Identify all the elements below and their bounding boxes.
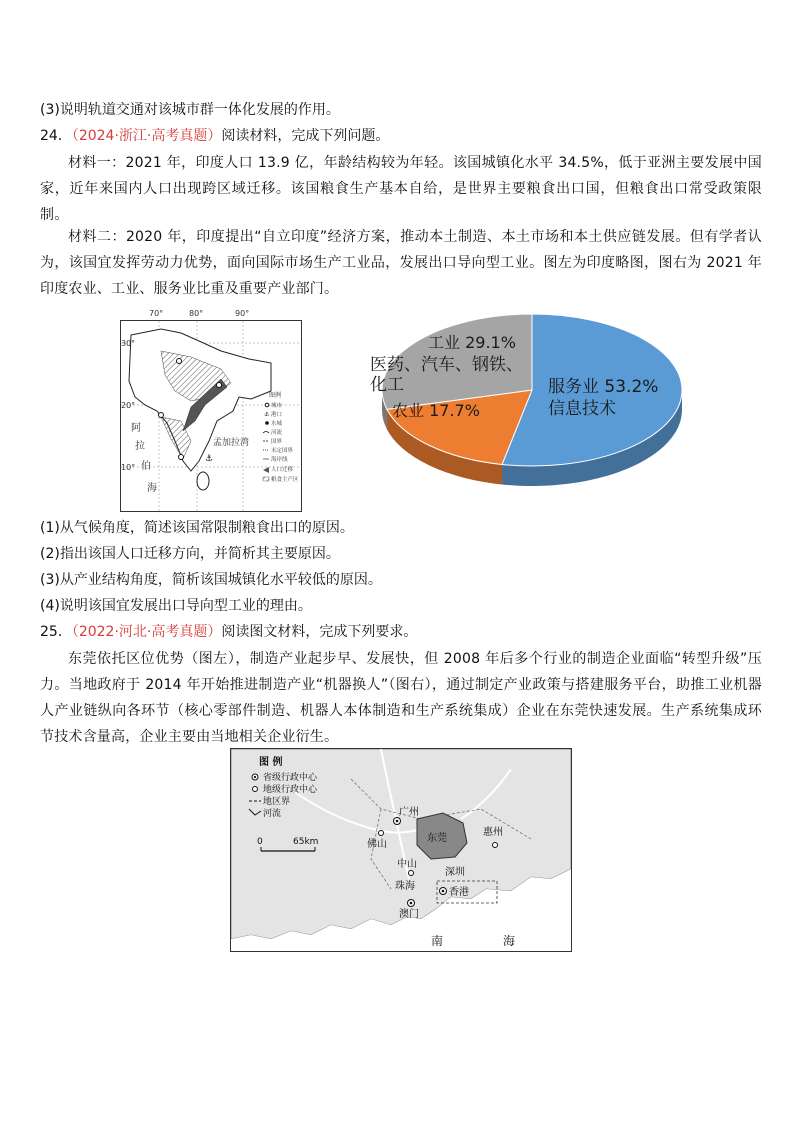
legend-undefined-border: 未定国界 [271, 448, 294, 454]
prd-legend-border: 地区界 [263, 797, 291, 807]
q24-question-2: (2)指出该国人口迁移方向，并简析其主要原因。 [40, 546, 340, 562]
q24-material-1: 材料一：2021 年，印度人口 13.9 亿，年龄结构较为年轻。该国城镇化水平 34.5%，低于亚洲主要发展中国家，近年来国内人口出现跨区域迁移。该国粮食生产基本自给，是世界主要粮食出口国，但粮食出口常受政策限制。 [40, 155, 762, 223]
q23-sub3: (3)说明轨道交通对该城市群一体化发展的作用。 [40, 102, 340, 118]
port-marker: ⚓ [205, 454, 214, 464]
scale-distance: 65km [293, 837, 319, 847]
prd-legend-title: 图 例 [259, 757, 283, 768]
legend-migration: 人口迁移 [271, 467, 294, 473]
q24-source: （2024·浙江·高考真题） [71, 128, 222, 144]
q25-source: （2022·河北·高考真题） [71, 624, 222, 640]
q24-header [40, 126, 389, 146]
label-sea-2: 海 [503, 934, 516, 948]
city-marker [177, 359, 182, 364]
sri-lanka [197, 472, 209, 490]
city-marker [159, 413, 164, 418]
legend-water: 水城 [271, 421, 283, 427]
macau-marker [410, 902, 413, 905]
india-map [120, 309, 302, 512]
pie-label-industry-detail-2: 化工 [370, 375, 404, 395]
q25-passage: 东莞依托区位优势（图左），制造产业起步早、发展快，但 2008 年后多个行业的制造企业面临“转型升级”压力。当地政府于 2014 年开始推进制造产业“机器换人”（图右），通过制定产业政策与搭建服务平台，助推工业机器人产业链纵向各环节（核心零部件制造、机器人本体制造和生产系统集成）企业在东莞快速发展。生产系统集成环节技术含量高，企业主要由当地相关企业衍生。 [40, 651, 762, 745]
sea-arabian-3: 伯 [141, 461, 151, 472]
label-guangzhou: 广州 [399, 807, 419, 818]
sea-arabian-1: 阿 [131, 423, 141, 434]
legend-river: 河流 [271, 430, 283, 436]
lon-label-70: 70° [149, 309, 164, 318]
india-map-svg [121, 321, 301, 511]
pie-label-industry-detail-1: 医药、汽车、钢铁、 [370, 355, 523, 375]
foshan-marker [379, 831, 384, 836]
q24-number: 24． [40, 128, 72, 144]
pie-label-industry: 工业 29.1% [428, 333, 516, 352]
label-sea-1: 南 [431, 934, 444, 948]
label-zhuhai: 珠海 [395, 881, 415, 892]
lat-label-30: 30° [121, 339, 136, 348]
prd-legend-prefecture: 地级行政中心 [263, 785, 318, 795]
prd-legend-provincial: 省级行政中心 [263, 773, 318, 783]
prd-map-svg [231, 749, 571, 951]
sea-arabian-4: 海 [147, 483, 157, 494]
scale-zero: 0 [257, 837, 263, 847]
lat-label-20: 20° [121, 401, 136, 410]
q25-header [40, 622, 417, 642]
lon-label-90: 90° [235, 309, 250, 318]
sea-bengal: 孟加拉湾 [213, 438, 250, 448]
legend-coast: 海岸线 [271, 457, 288, 463]
svg-text:⚓: ⚓ [264, 411, 270, 418]
sea-arabian-2: 拉 [135, 441, 145, 452]
label-macau: 澳门 [399, 909, 419, 920]
prd-map [230, 748, 572, 952]
city-marker [217, 383, 222, 388]
pie-label-service-detail: 信息技术 [548, 399, 616, 419]
lat-label-10: 10° [121, 463, 136, 472]
zhongshan-marker [409, 871, 414, 876]
legend-city: 城市 [271, 403, 283, 409]
industry-pie-chart [362, 306, 702, 496]
label-dongguan: 东莞 [427, 833, 447, 844]
label-shenzhen: 深圳 [445, 867, 465, 878]
label-hongkong: 香港 [449, 887, 469, 898]
legend-border: 国界 [271, 439, 283, 445]
label-huizhou: 惠州 [483, 827, 503, 838]
hongkong-marker [442, 890, 445, 893]
pie-label-agri: 农业 17.7% [392, 401, 480, 420]
pie-label-service: 服务业 53.2% [548, 377, 659, 397]
label-zhongshan: 中山 [397, 859, 417, 870]
label-foshan: 佛山 [367, 839, 387, 850]
legend-title: 图例 [269, 392, 282, 399]
q25-number: 25． [40, 624, 72, 640]
q24-question-3: (3)从产业结构角度，简析该国城镇化水平较低的原因。 [40, 572, 382, 588]
legend-port: 港口 [271, 412, 283, 418]
huizhou-marker [493, 843, 498, 848]
q24-prompt: 阅读材料，完成下列问题。 [221, 128, 390, 144]
city-marker [179, 455, 184, 460]
q24-question-1: (1)从气候角度，简述该国常限制粮食出口的原因。 [40, 520, 354, 536]
legend-grain: 粮食主产区 [271, 477, 299, 483]
q24-question-4: (4)说明该国宜发展出口导向型工业的理由。 [40, 598, 312, 614]
q24-material-2: 材料二：2020 年，印度提出“自立印度”经济方案，推动本土制造、本土市场和本土供应链发展。但有学者认为，该国宜发挥劳动力优势，面向国际市场生产工业品，发展出口导向型工业。图左为印度略图，图右为 2021 年印度农业、工业、服务业比重及重要产业部门。 [40, 229, 762, 297]
lon-label-80: 80° [189, 309, 204, 318]
q25-prompt: 阅读图文材料，完成下列要求。 [221, 624, 418, 640]
guangzhou-marker [396, 820, 399, 823]
prd-legend-river: 河流 [263, 809, 282, 819]
